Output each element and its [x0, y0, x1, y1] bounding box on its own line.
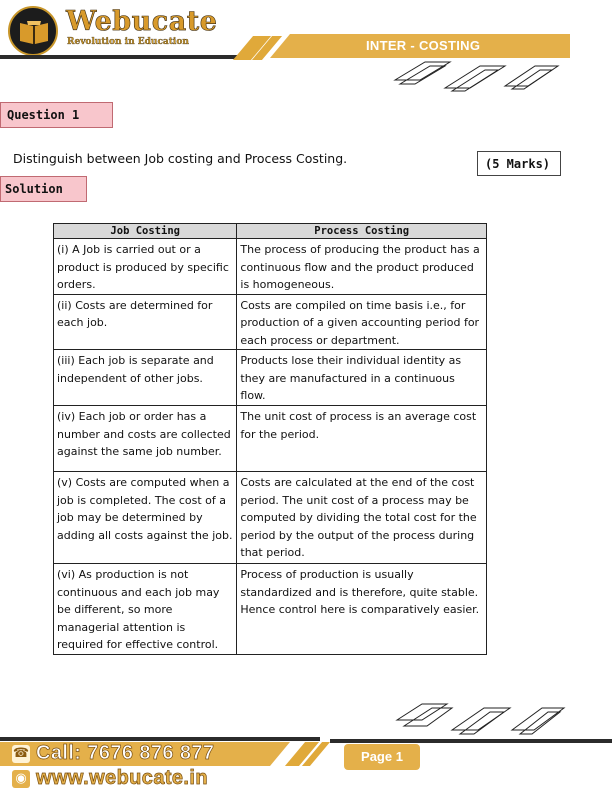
call-number: Call: 7676 876 877	[36, 742, 215, 764]
book-logo-icon	[18, 17, 50, 47]
phone-icon: ☎	[12, 746, 30, 761]
process-costing-cell: The process of producing the product has a continuous flow and the product produced is homogeneous.	[237, 239, 487, 295]
brand-name: Webucate	[66, 6, 218, 37]
diamond-pattern-icon	[392, 700, 567, 738]
table-row	[54, 239, 487, 295]
page-header	[0, 0, 612, 90]
footer-dark-band	[0, 737, 320, 741]
job-costing-cell: (iii) Each job is separate and independent of other jobs.	[54, 350, 237, 406]
process-costing-cell: Products lose their individual identity as they are manufactured in a continuous flow.	[237, 350, 487, 406]
job-costing-cell: (v) Costs are computed when a job is completed. The cost of a job may be determined by adding all costs against the job.	[54, 472, 237, 564]
table-row	[54, 564, 487, 655]
process-costing-cell: Costs are calculated at the end of the cost period. The unit cost of a process may be computed by dividing the total cost for the period by the output of the process during that period.	[237, 472, 487, 564]
globe-icon: ◉	[12, 770, 30, 788]
footer-dark-band	[330, 739, 612, 743]
table-row	[54, 472, 487, 564]
table-row	[54, 350, 487, 406]
job-costing-cell: (iv) Each job or order has a number and costs are collected against the same job number.	[54, 406, 237, 472]
header-dark-band	[0, 55, 250, 59]
page-number: Page 1	[344, 744, 420, 770]
job-costing-cell: (vi) As production is not continuous and each job may be different, so more managerial attention is required for effective control.	[54, 564, 237, 655]
table-header-row	[54, 224, 487, 239]
website-link[interactable]: www.webucate.in	[36, 767, 208, 789]
column-header-process-costing: Process Costing	[237, 224, 487, 239]
process-costing-cell: Process of production is usually standardized and is therefore, quite stable. Hence control here is comparatively easier.	[237, 564, 487, 655]
job-costing-cell: (ii) Costs are determined for each job.	[54, 294, 237, 350]
question-text: Distinguish between Job costing and Process Costing.	[13, 151, 348, 166]
diamond-pattern-icon	[390, 58, 565, 94]
job-costing-cell: (i) A Job is carried out or a product is produced by specific orders.	[54, 239, 237, 295]
table-row	[54, 406, 487, 472]
process-costing-cell: Costs are compiled on time basis i.e., for production of a given accounting period for each process or department.	[237, 294, 487, 350]
process-costing-cell: The unit cost of process is an average cost for the period.	[237, 406, 487, 472]
section-title: INTER - COSTING	[366, 38, 481, 53]
table-row	[54, 294, 487, 350]
brand-tagline: Revolution in Education	[67, 37, 189, 47]
brand-logo	[8, 6, 58, 56]
solution-label: Solution	[0, 176, 87, 202]
comparison-table	[53, 223, 487, 655]
marks-badge: (5 Marks)	[477, 151, 561, 176]
question-label: Question 1	[0, 102, 113, 128]
column-header-job-costing: Job Costing	[54, 224, 237, 239]
